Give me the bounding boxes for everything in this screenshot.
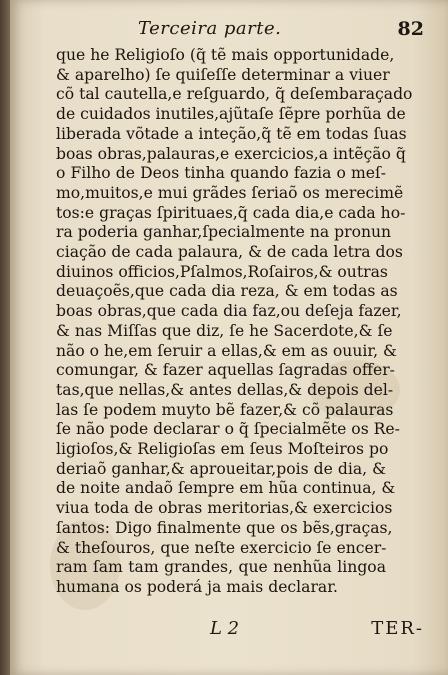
text-line: o Filho de Deos tinha quando fazia o meſ- (56, 164, 386, 183)
text-line: & nas Miſſas que diz, ſe he Sacerdote,& ſe (56, 321, 393, 340)
text-line: tos:e graças ſpirituaes,q̃ cada dia,e cada ho- (56, 203, 406, 222)
text-line: boas obras,palauras,e exercicios,a intẽção q̃ (56, 144, 406, 163)
text-line: liberada võtade a inteção,q̃ tẽ em todas ſuas (56, 124, 407, 143)
catchword: TER- (371, 618, 424, 639)
text-line: deriaõ ganhar,& aproueitar,pois de dia, & (56, 459, 386, 478)
text-line: ligioſos,& Religioſas em ſeus Moſteiros po (56, 440, 389, 459)
text-line: deuaçoẽs,que cada dia reza, & em todas as (56, 282, 398, 301)
text-line: las ſe podem muyto bẽ fazer,& cõ palauras (56, 400, 394, 419)
text-line: ra poderia ganhar,ſpecialmente na pronun (56, 223, 392, 242)
page-number: 82 (397, 18, 424, 40)
text-line: & aparelho) ſe quiſeſſe determinar a viuer (56, 65, 390, 84)
text-line: não o he,em ſeruir a ellas,& em as ouuir, & (56, 341, 397, 360)
text-line: ſe não pode declarar o q̃ ſpecialmẽte os Re- (56, 420, 400, 439)
text-line: tas,que nellas,& antes dellas,& depois del- (56, 380, 394, 399)
text-line: que he Religioſo (q̃ tẽ mais opportunidade, (56, 46, 395, 64)
page-header (138, 18, 424, 44)
text-line: de cuidados inutiles,ajũtaſe ſẽpre porhũa de (56, 105, 406, 124)
text-line: viua toda de obras meritorias,& exercicios (56, 499, 393, 518)
signature-mark: L 2 (210, 618, 240, 639)
text-line: & theſouros, que neſte exercicio ſe encer- (56, 538, 387, 557)
text-line: de noite andaõ ſempre em hũa continua, & (56, 479, 396, 498)
running-title: Terceira parte. (138, 18, 282, 39)
text-line: ſantos: Digo finalmente que os bẽs,graças, (56, 518, 393, 537)
body-text (56, 46, 413, 598)
text-line: diuinos officios,Pſalmos,Roſairos,& outras (56, 262, 388, 281)
text-line: comungar, & fazer aquellas ſagradas offer- (56, 361, 395, 380)
book-gutter (0, 0, 10, 675)
text-line: cõ tal cautella,e reſguardo, q̃ deſembaraçado (56, 85, 413, 104)
text-line: ram ſam tam grandes, que nenhũa lingoa (56, 558, 386, 577)
text-line: ciação de cada palaura, & de cada letra dos (56, 243, 403, 262)
page-footer (210, 618, 424, 642)
text-line: boas obras,que cada dia faz,ou deſeja fazer, (56, 302, 402, 321)
text-line: humana os poderá ja mais declarar. (56, 577, 338, 596)
text-line: mo,muitos,e mui grãdes ſeriaõ os merecimẽ (56, 183, 404, 202)
